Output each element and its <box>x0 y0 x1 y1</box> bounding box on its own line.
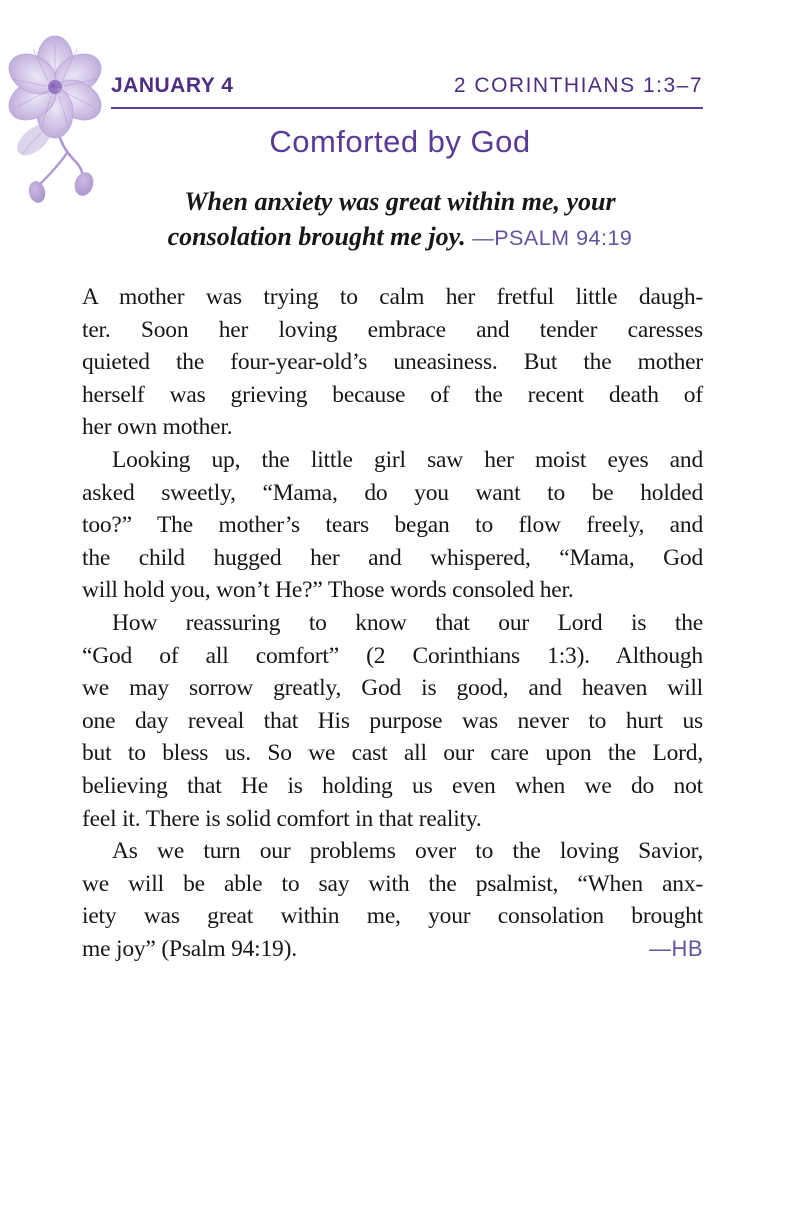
body-line: her own mother. <box>82 414 233 441</box>
body-line: believing that He is holding us even when we do not <box>82 772 703 799</box>
page-title: Comforted by God <box>269 124 531 159</box>
author-initials: —HB <box>648 935 703 961</box>
body-line: but to bless us. So we cast all our care upon the Lord, <box>82 740 703 767</box>
body-line: How reassuring to know that our Lord is the <box>112 609 703 636</box>
body-line: too?” The mother’s tears began to flow freely, and <box>82 512 703 539</box>
page-header <box>111 74 703 109</box>
body-line-text: me joy” (Psalm 94:19). <box>82 935 297 962</box>
body-line: will hold you, won’t He?” Those words consoled her. <box>82 577 574 604</box>
verse-text-line1: When anxiety was great within me, your <box>184 187 616 216</box>
body-line: Looking up, the little girl saw her moist eyes and <box>112 446 703 473</box>
verse-line <box>90 184 710 219</box>
body-line: one day reveal that His purpose was never to hurt us <box>82 707 703 734</box>
body-line: the child hugged her and whispered, “Mama, God <box>82 544 703 571</box>
body-line: “God of all comfort” (2 Corinthians 1:3). Although <box>82 642 703 669</box>
body-paragraph <box>82 607 703 835</box>
date-label: JANUARY 4 <box>111 74 234 97</box>
verse-block <box>90 184 710 256</box>
body-line: feel it. There is solid comfort in that reality. <box>82 805 482 832</box>
body-line: quieted the four-year-old’s uneasiness. But the mother <box>82 349 703 376</box>
body-paragraph <box>82 281 703 444</box>
body-line: asked sweetly, “Mama, do you want to be holded <box>82 479 703 506</box>
body-line: herself was grieving because of the recent death of <box>82 381 703 408</box>
body-line <box>82 933 703 966</box>
passage-reference: 2 CORINTHIANS 1:3–7 <box>453 74 703 97</box>
body-line: we may sorrow greatly, God is good, and heaven will <box>82 675 703 702</box>
devotional-body <box>82 281 703 965</box>
body-line: A mother was trying to calm her fretful little daugh- <box>82 284 703 310</box>
verse-line <box>90 219 710 256</box>
body-line: we will be able to say with the psalmist, “When anx- <box>82 870 703 897</box>
body-line: As we turn our problems over to the loving Savior, <box>112 838 703 865</box>
verse-text-line2: consolation brought me joy. <box>167 222 466 251</box>
body-line: iety was great within me, your consolation brought <box>82 903 703 930</box>
verse-reference: —PSALM 94:19 <box>472 226 633 250</box>
body-line: ter. Soon her loving embrace and tender caresses <box>82 316 703 343</box>
body-paragraph <box>82 444 703 607</box>
body-paragraph <box>82 835 703 965</box>
